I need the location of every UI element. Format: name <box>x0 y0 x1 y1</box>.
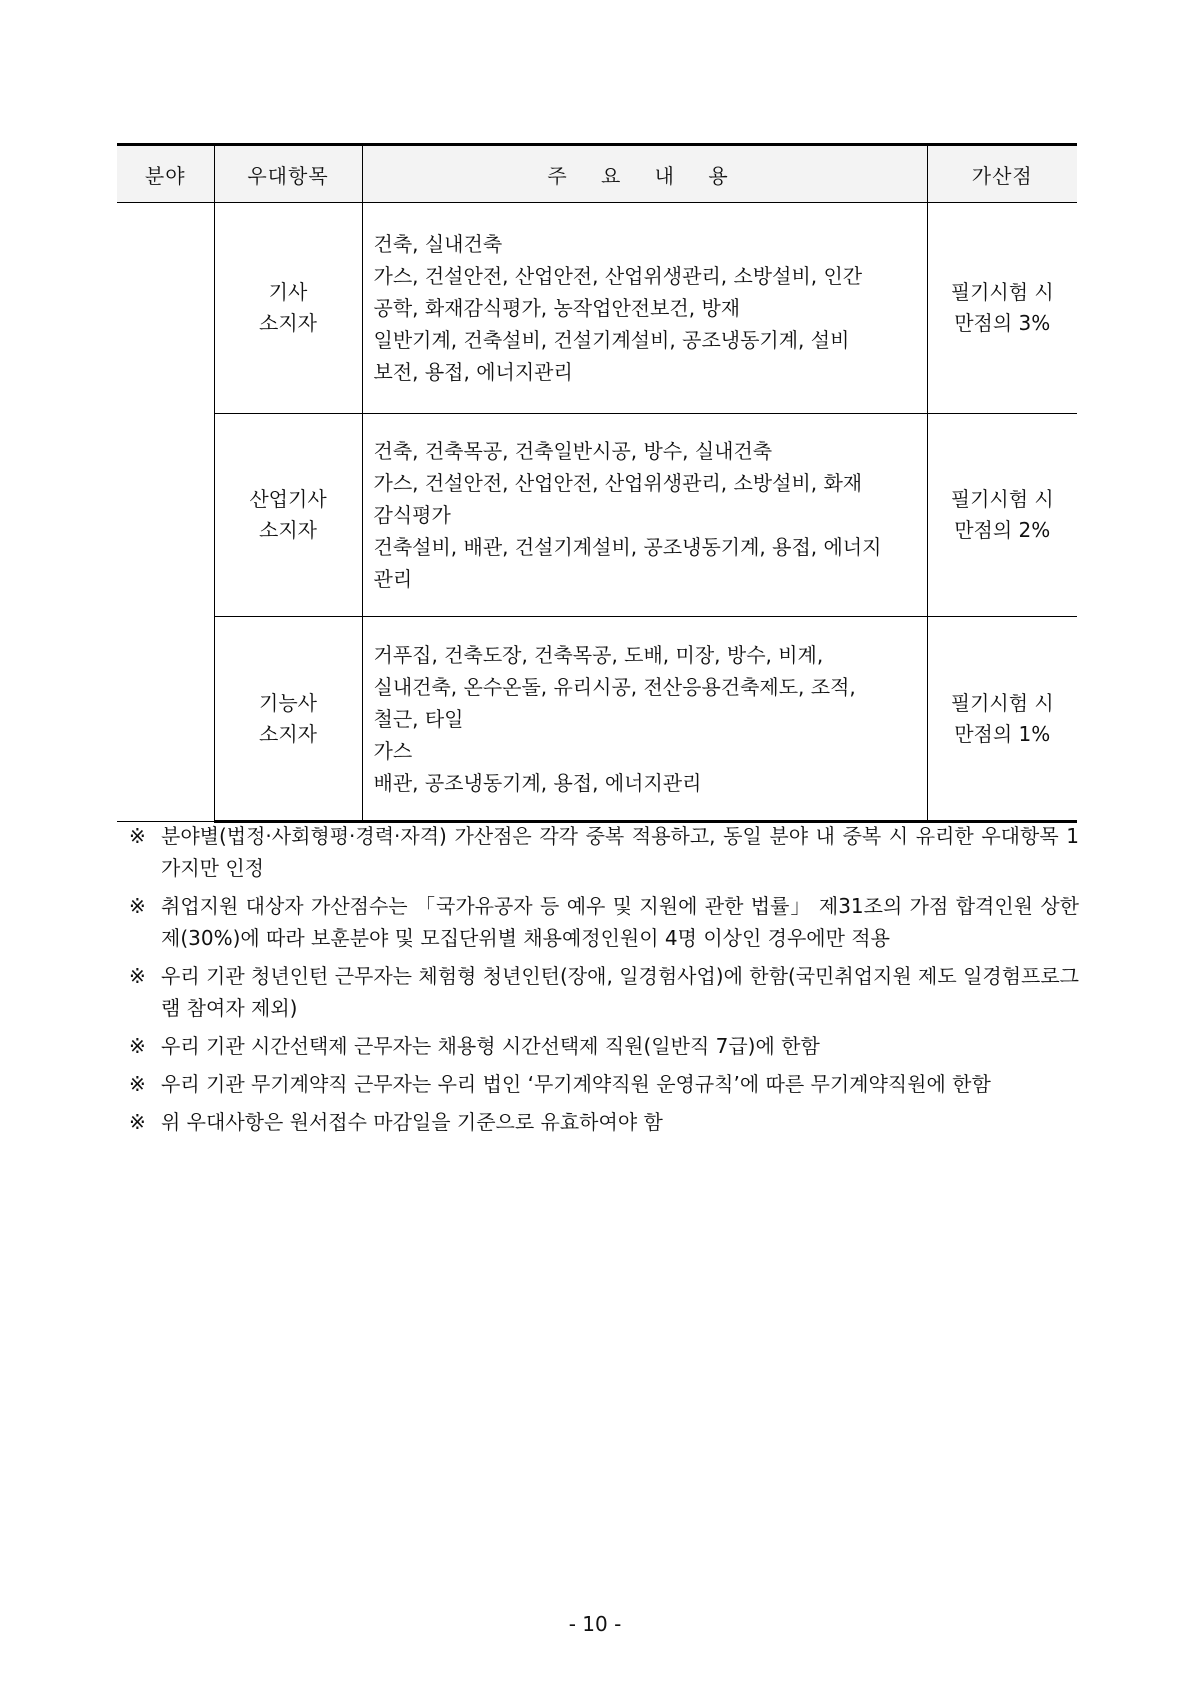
reference-mark-icon: ※ <box>129 964 146 988</box>
note-item <box>129 890 1079 954</box>
preference-item-cell <box>214 617 362 822</box>
notes-section <box>129 820 1079 1144</box>
reference-mark-icon: ※ <box>129 894 146 918</box>
points-line: 필기시험 시 <box>950 690 1054 715</box>
bonus-points-cell <box>927 617 1077 822</box>
header-field: 분야 <box>117 145 214 203</box>
header-main-content: 주 요 내 용 <box>362 145 927 203</box>
preference-table <box>117 143 1077 823</box>
note-item <box>129 1106 1079 1138</box>
content-line: 건축설비, 배관, 건설기계설비, 공조냉동기계, 용접, 에너지 <box>373 535 882 559</box>
item-line: 소지자 <box>259 518 317 542</box>
content-line: 가스 <box>373 738 413 763</box>
content-line: 공학, 화재감식평가, 농작업안전보건, 방재 <box>373 296 741 320</box>
points-line: 만점의 3% <box>954 311 1051 335</box>
header-preference-item: 우대항목 <box>214 145 362 203</box>
header-bonus-points: 가산점 <box>927 145 1077 203</box>
content-line: 건축, 실내건축 <box>373 232 503 256</box>
content-line: 철근, 타일 <box>373 706 464 731</box>
points-line: 만점의 2% <box>954 518 1051 542</box>
bonus-points-cell <box>927 414 1077 617</box>
reference-mark-icon: ※ <box>129 1072 146 1096</box>
note-item <box>129 960 1079 1024</box>
content-cell <box>362 203 927 414</box>
content-line: 감식평가 <box>373 503 451 527</box>
note-text: 분야별(법정·사회형평·경력·자격) 가산점은 각각 중복 적용하고, 동일 분야 내 중복 시 유리한 우대항목 1가지만 인정 <box>161 824 1079 880</box>
item-line: 기능사 <box>259 690 317 715</box>
preference-item-cell <box>214 203 362 414</box>
content-line: 실내건축, 온수온돌, 유리시공, 전산응용건축제도, 조적, <box>373 674 856 699</box>
note-text: 취업지원 대상자 가산점수는 「국가유공자 등 예우 및 지원에 관한 법률」 제31조의 가점 합격인원 상한제(30%)에 따라 보훈분야 및 모집단위별 채용예정인원이 4명 이상인 경우에만 적용 <box>161 894 1079 950</box>
preference-item-cell <box>214 414 362 617</box>
content-line: 배관, 공조냉동기계, 용접, 에너지관리 <box>373 770 702 795</box>
content-line: 가스, 건설안전, 산업안전, 산업위생관리, 소방설비, 인간 <box>373 264 863 288</box>
content-line: 보전, 용접, 에너지관리 <box>373 360 573 384</box>
note-text: 위 우대사항은 원서접수 마감일을 기준으로 유효하여야 함 <box>161 1110 663 1134</box>
content-cell <box>362 414 927 617</box>
table-row <box>117 617 1077 822</box>
reference-mark-icon: ※ <box>129 1110 146 1134</box>
item-line: 기사 <box>268 280 308 304</box>
note-text: 우리 기관 청년인턴 근무자는 체험형 청년인턴(장애, 일경험사업)에 한함(국민취업지원 제도 일경험프로그램 참여자 제외) <box>161 964 1079 1020</box>
bonus-points-cell <box>927 203 1077 414</box>
points-line: 만점의 1% <box>954 721 1051 746</box>
content-line: 일반기계, 건축설비, 건설기계설비, 공조냉동기계, 설비 <box>373 328 850 352</box>
content-line: 가스, 건설안전, 산업안전, 산업위생관리, 소방설비, 화재 <box>373 471 863 495</box>
note-item <box>129 1030 1079 1062</box>
reference-mark-icon: ※ <box>129 1034 146 1058</box>
points-line: 필기시험 시 <box>950 280 1054 304</box>
content-line: 관리 <box>373 567 413 591</box>
table-row <box>117 414 1077 617</box>
content-cell <box>362 617 927 822</box>
table-header-row <box>117 145 1077 203</box>
note-item <box>129 1068 1079 1100</box>
note-text: 우리 기관 무기계약직 근무자는 우리 법인 ‘무기계약직원 운영규칙’에 따른 무기계약직원에 한함 <box>161 1072 991 1096</box>
content-line: 거푸집, 건축도장, 건축목공, 도배, 미장, 방수, 비계, <box>373 642 824 667</box>
note-text: 우리 기관 시간선택제 근무자는 채용형 시간선택제 직원(일반직 7급)에 한함 <box>161 1034 820 1058</box>
note-item <box>129 820 1079 884</box>
item-line: 산업기사 <box>249 487 327 511</box>
content-line: 건축, 건축목공, 건축일반시공, 방수, 실내건축 <box>373 439 773 463</box>
item-line: 소지자 <box>259 311 317 335</box>
points-line: 필기시험 시 <box>950 487 1054 511</box>
field-cell <box>117 203 214 822</box>
item-line: 소지자 <box>259 721 317 746</box>
table-row <box>117 203 1077 414</box>
page-number: - 10 - <box>568 1612 622 1636</box>
reference-mark-icon: ※ <box>129 824 146 848</box>
